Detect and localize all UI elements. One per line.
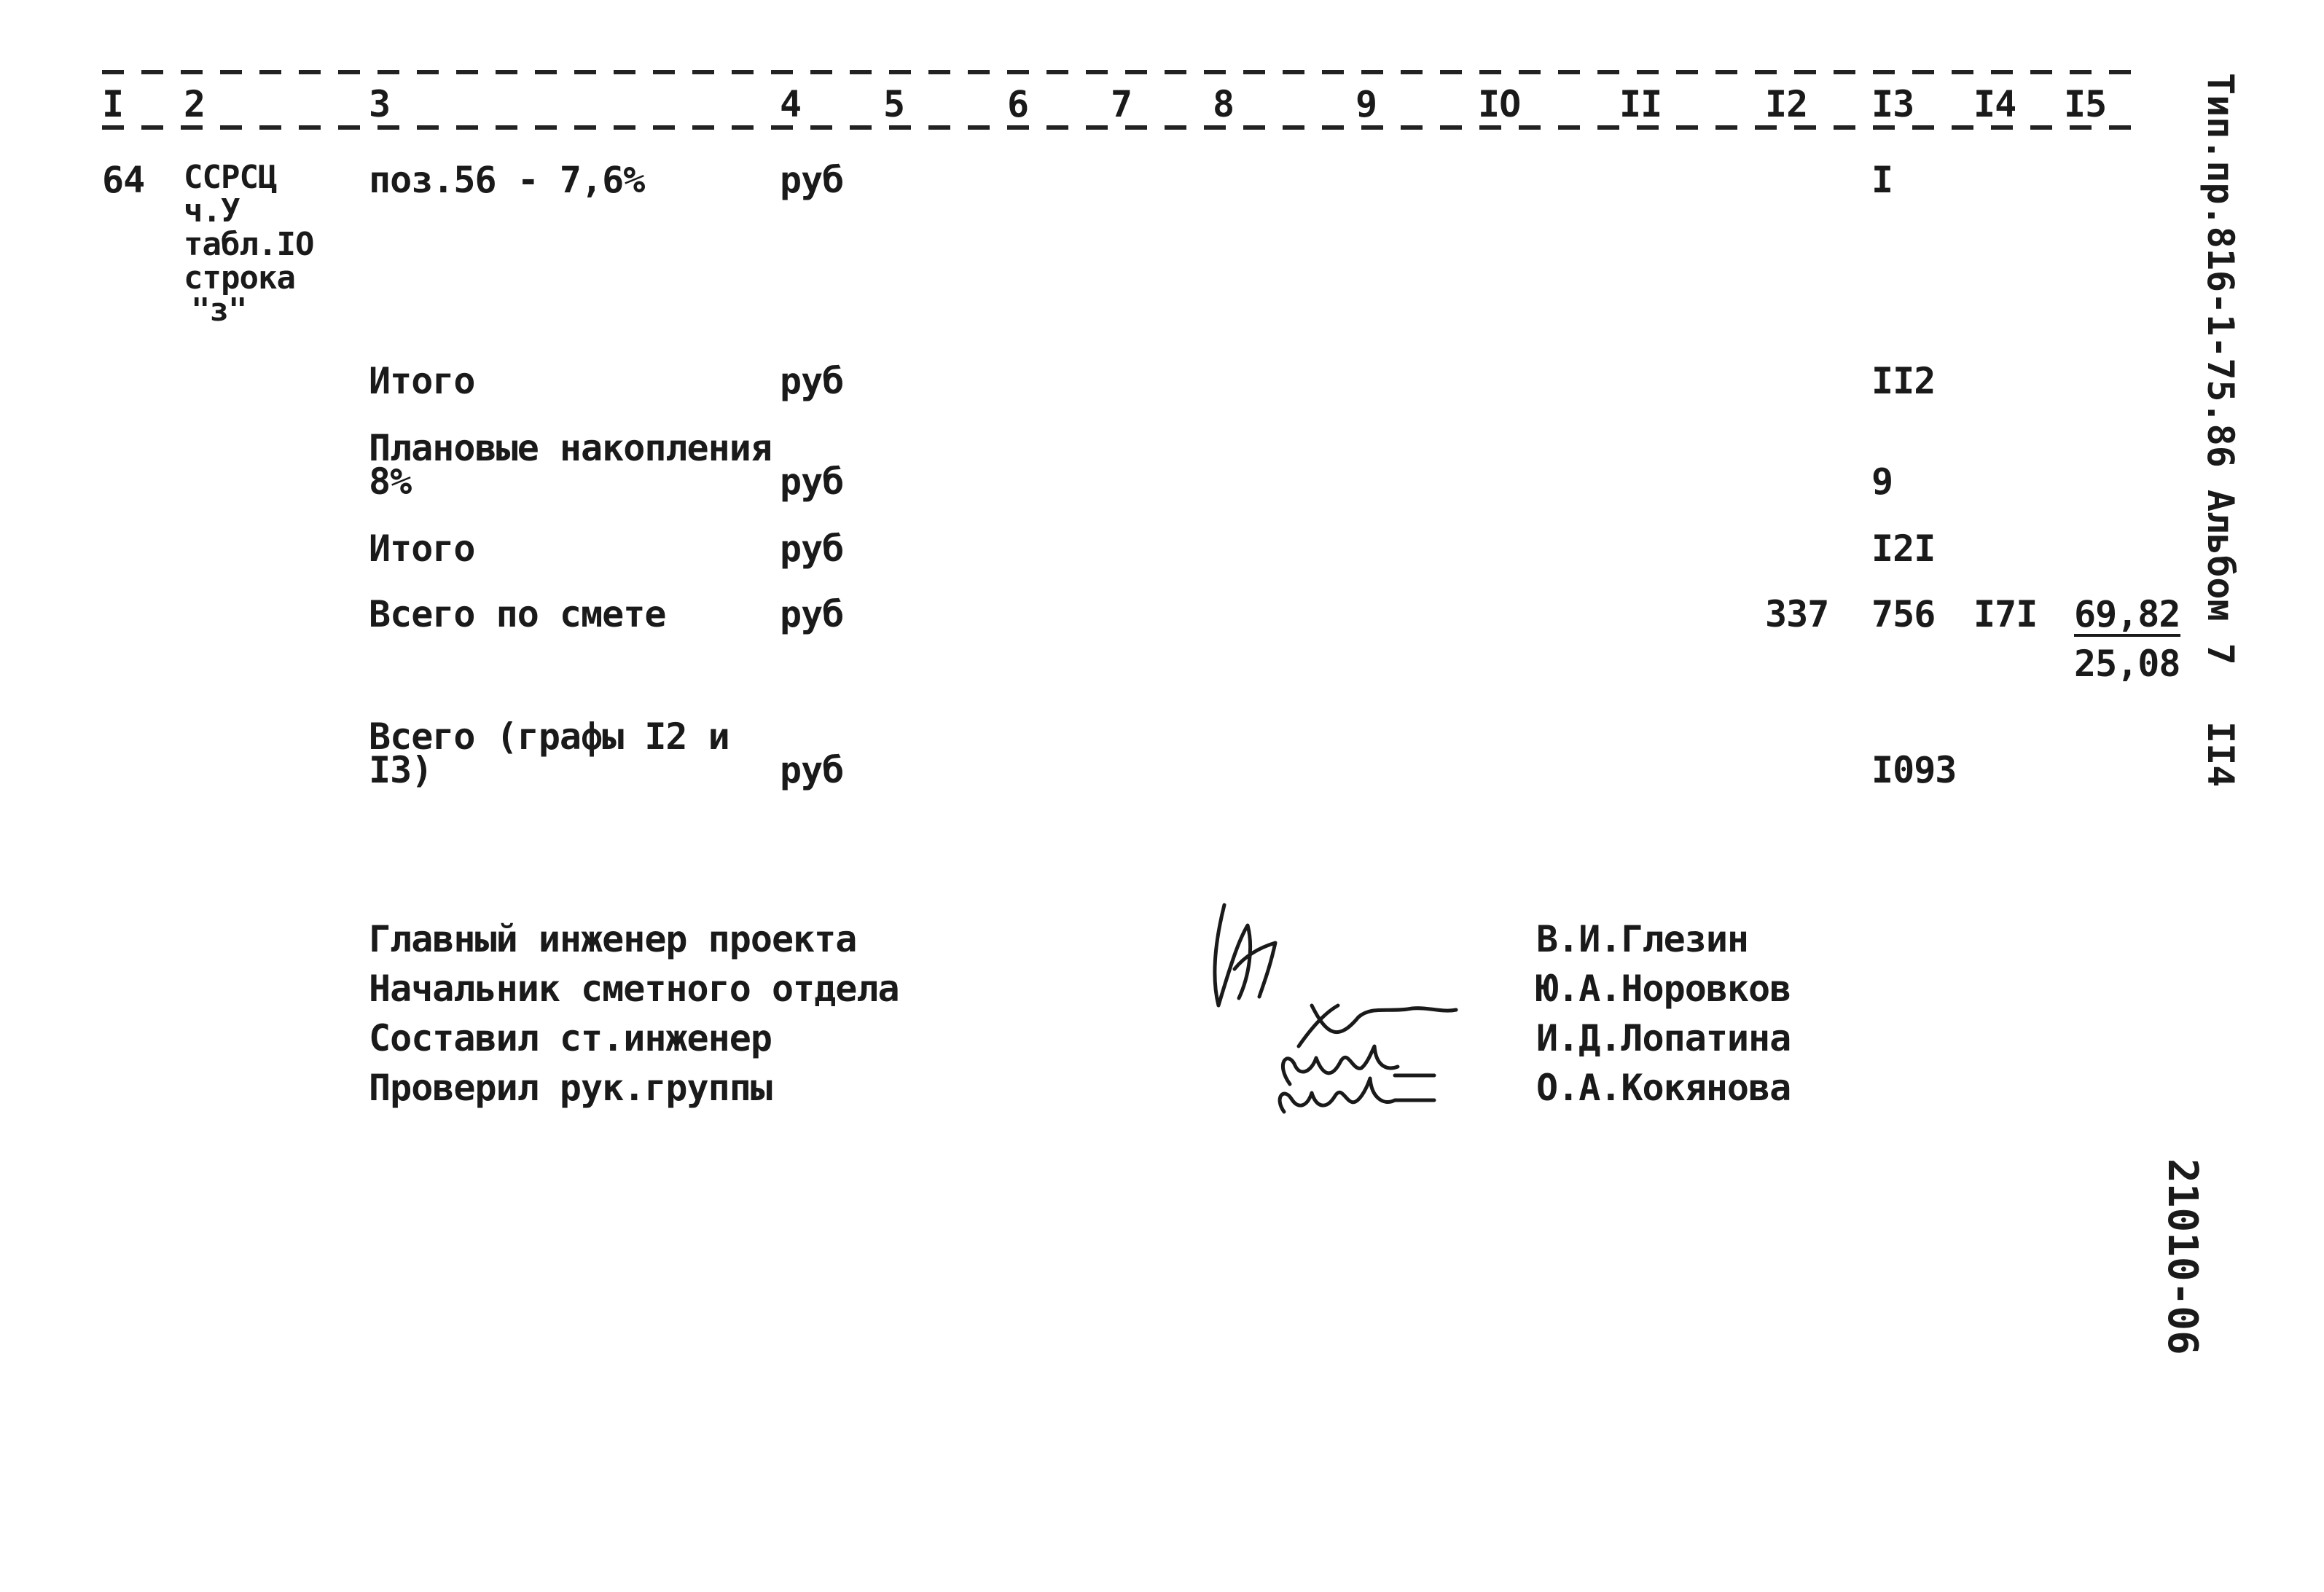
planned-savings-unit: руб <box>780 460 844 503</box>
col-header-3: 3 <box>369 83 391 125</box>
col-header-10: IO <box>1478 83 1521 125</box>
col-header-1: I <box>102 83 124 125</box>
col-header-13: I3 <box>1871 83 1914 125</box>
basis-line: табл.IO <box>184 226 314 263</box>
grand-total-label: Всего (графы I2 и <box>369 715 729 758</box>
item-description: поз.56 - 7,6% <box>369 159 645 201</box>
total-col12: 337 <box>1765 593 1829 635</box>
role-head-estimates: Начальник сметного отдела <box>369 968 899 1010</box>
col-header-8: 8 <box>1213 83 1235 125</box>
planned-savings-label: Плановые накопления <box>369 427 772 469</box>
basis-line: ч.У <box>184 192 240 230</box>
grand-total-label-cont: I3) <box>369 749 433 791</box>
col-header-14: I4 <box>1973 83 2016 125</box>
item-col13: I <box>1871 159 1893 201</box>
total-col13: 756 <box>1871 593 1936 635</box>
handwritten-signatures <box>1202 896 1538 1115</box>
role-chief-engineer: Главный инженер проекта <box>369 918 857 960</box>
margin-document-code: 21010-06 <box>2159 1158 2206 1355</box>
name-kokyanova: О.А.Кокянова <box>1536 1067 1791 1109</box>
header-top-rule <box>102 70 2135 74</box>
subtotal-label: Итого <box>369 528 475 570</box>
total-col15-denominator: 25,08 <box>2074 643 2180 685</box>
total-label: Всего по смете <box>369 593 666 635</box>
col-header-4: 4 <box>780 83 802 125</box>
item-unit: руб <box>780 159 844 201</box>
total-unit: руб <box>780 593 844 635</box>
name-norovkov: Ю.А.Норовков <box>1536 968 1791 1010</box>
col-header-9: 9 <box>1355 83 1377 125</box>
col-header-7: 7 <box>1111 83 1132 125</box>
row-number: 64 <box>102 159 145 201</box>
col-header-15: I5 <box>2064 83 2107 125</box>
subtotal-unit: руб <box>780 528 844 570</box>
planned-savings-percent: 8% <box>369 460 412 503</box>
basis-line: "з" <box>191 291 247 329</box>
grand-total-col13: I093 <box>1871 749 1957 791</box>
margin-document-reference: Тип.пр.816-1-75.86 Альбом 7 <box>2199 73 2242 665</box>
col-header-5: 5 <box>883 83 905 125</box>
role-compiler: Составил ст.инженер <box>369 1017 772 1059</box>
basis-line: строка <box>184 259 295 297</box>
subtotal-unit: руб <box>780 360 844 402</box>
header-bottom-rule <box>102 125 2135 130</box>
col-header-6: 6 <box>1007 83 1029 125</box>
total-col14: I7I <box>1973 593 2038 635</box>
name-lopatina: И.Д.Лопатина <box>1536 1017 1791 1059</box>
name-glezin: В.И.Глезин <box>1536 918 1749 960</box>
total-col15-numerator: 69,82 <box>2074 593 2180 635</box>
col-header-12: I2 <box>1765 83 1808 125</box>
subtotal-col13: II2 <box>1871 360 1936 402</box>
grand-total-unit: руб <box>780 749 844 791</box>
margin-page-number: II4 <box>2199 721 2242 788</box>
subtotal-col13: I2I <box>1871 528 1936 570</box>
planned-savings-col13: 9 <box>1871 460 1893 503</box>
col-header-11: II <box>1619 83 1662 125</box>
basis-line: ССРСЦ <box>184 159 277 196</box>
role-checker: Проверил рук.группы <box>369 1067 772 1109</box>
col-header-2: 2 <box>184 83 206 125</box>
subtotal-label: Итого <box>369 360 475 402</box>
